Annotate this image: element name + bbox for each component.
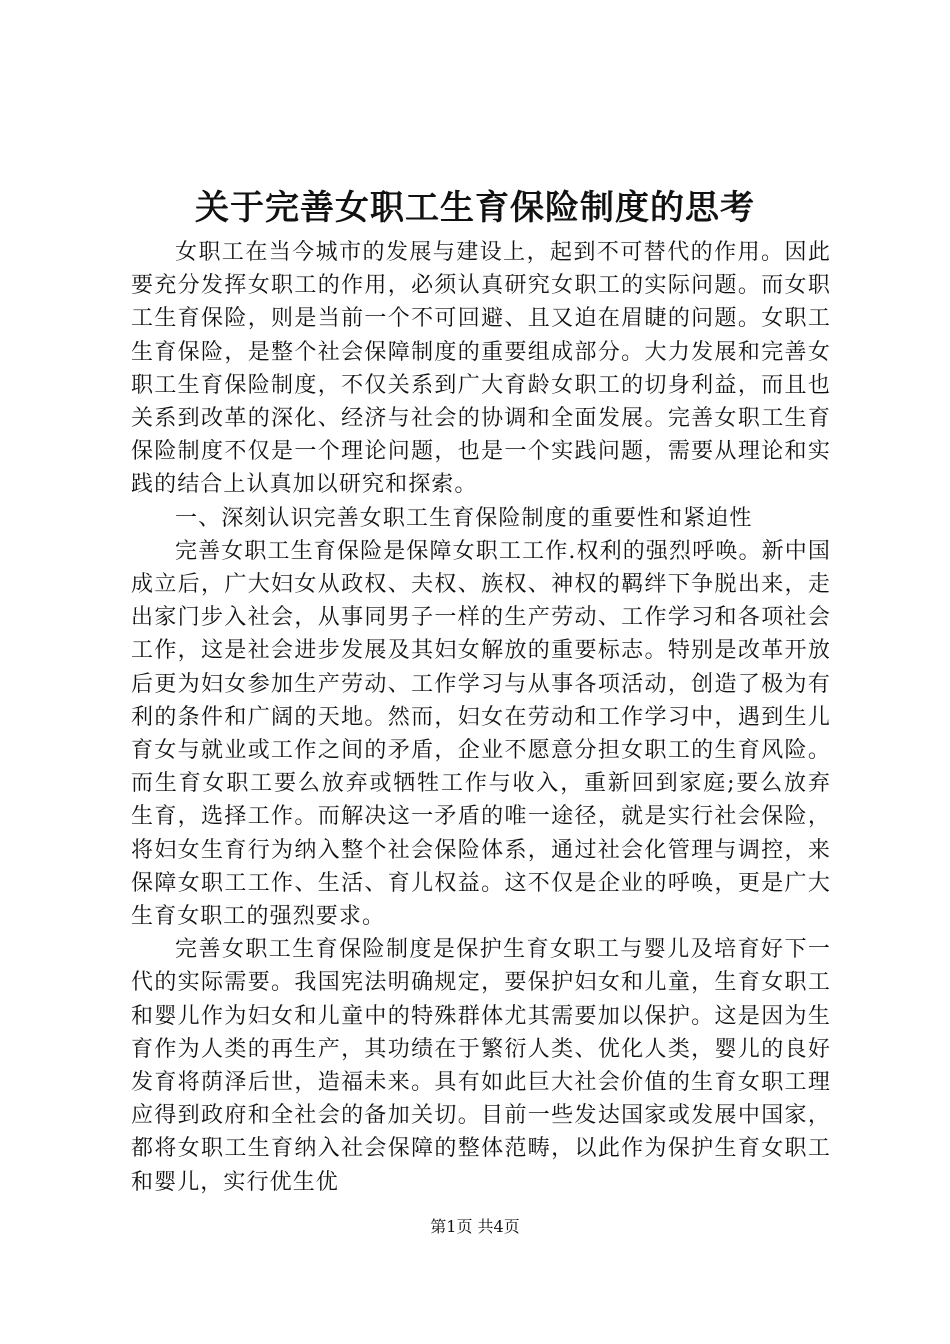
paragraph-protection: 完善女职工生育保险制度是保护生育女职工与婴儿及培育好下一代的实际需要。我国宪法明确规定，要保护妇女和儿童，生育女职工和婴儿作为妇女和儿童中的特殊群体尤其需要加以保护。这是因为生育作为人类的再生产，其功绩在于繁衍人类、优化人类，婴儿的良好发育将荫泽后世，造福未来。具有如此巨大社会价值的生育女职工理应得到政府和全社会的备加关切。目前一些发达国家或发展中国家，都将女职工生育纳入社会保障的整体范畴，以此作为保护生育女职工和婴儿，实行优生优 <box>131 937 831 1195</box>
page-number-footer: 第1页 共4页 <box>430 1217 520 1236</box>
document-body <box>131 236 831 1199</box>
document-title: 关于完善女职工生育保险制度的思考 <box>195 188 755 228</box>
paragraph-intro: 女职工在当今城市的发展与建设上，起到不可替代的作用。因此要充分发挥女职工的作用，必须认真研究女职工的实际问题。而女职工生育保险，则是当前一个不可回避、且又迫在眉睫的问题。女职工生育保险，是整个社会保障制度的重要组成部分。大力发展和完善女职工生育保险制度，不仅关系到广大育龄女职工的切身利益，而且也关系到改革的深化、经济与社会的协调和全面发展。完善女职工生育保险制度不仅是一个理论问题，也是一个实践问题，需要从理论和实践的结合上认真加以研究和探索。 <box>131 240 831 498</box>
section-heading-1: 一、深刻认识完善女职工生育保险制度的重要性和紧迫性 <box>175 505 753 531</box>
paragraph-work-rights: 完善女职工生育保险是保障女职工工作.权利的强烈呼唤。新中国成立后，广大妇女从政权、夫权、族权、神权的羁绊下争脱出来，走出家门步入社会，从事同男子一样的生产劳动、工作学习和各项社会工作，这是社会进步发展及其妇女解放的重要标志。特别是改革开放后更为妇女参加生产劳动、工作学习与从事各项活动，创造了极为有利的条件和广阔的天地。然而，妇女在劳动和工作学习中，遇到生儿育女与就业或工作之间的矛盾，企业不愿意分担女职工的生育风险。而生育女职工要么放弃或牺牲工作与收入，重新回到家庭;要么放弃生育，选择工作。而解决这一矛盾的唯一途径，就是实行社会保险，将妇女生育行为纳入整个社会保险体系，通过社会化管理与调控，来保障女职工工作、生活、育儿权益。这不仅是企业的呼唤，更是广大生育女职工的强烈要求。 <box>131 538 831 930</box>
